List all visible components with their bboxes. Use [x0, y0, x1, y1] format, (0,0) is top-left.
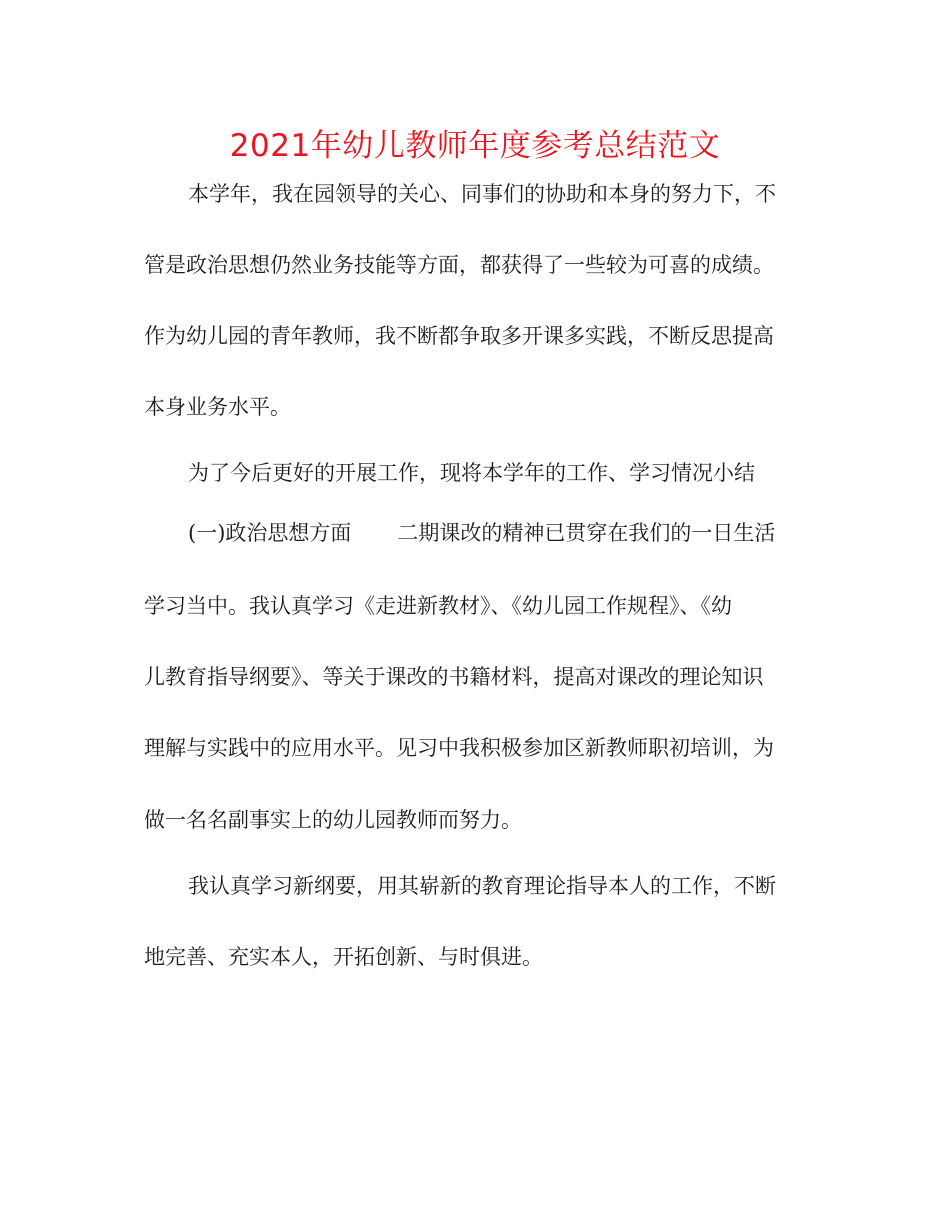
document-title: 2021年幼儿教师年度参考总结范文: [229, 128, 721, 164]
paragraph-line: 做一名名副事实上的幼儿园教师而努力。: [144, 808, 522, 832]
paragraph-line: 本身业务水平。: [144, 395, 291, 419]
paragraph-line: 本学年，我在园领导的关心、同事们的协助和本身的努力下，不: [188, 182, 776, 206]
paragraph-line: 儿教育指导纲要》、等关于课改的书籍材料，提高对课改的理论知识: [144, 665, 764, 689]
section-heading-line: [188, 518, 775, 548]
paragraph-line: 作为幼儿园的青年教师，我不断都争取多开课多实践，不断反思提高: [144, 324, 774, 348]
paragraph-line: 地完善、充实本人，开拓创新、与时俱进。: [144, 945, 543, 969]
paragraph-text: 二期课改的精神已贯穿在我们的一日生活: [397, 521, 776, 545]
paragraph-line: 为了今后更好的开展工作，现将本学年的工作、学习情况小结: [188, 461, 755, 485]
paragraph-line: 我认真学习新纲要，用其崭新的教育理论指导本人的工作，不断: [188, 874, 776, 898]
paragraph-line: 管是政治思想仍然业务技能等方面，都获得了一些较为可喜的成绩。: [144, 253, 774, 277]
paragraph-line: 学习当中。我认真学习《走进新教材》、《幼儿园工作规程》、《幼: [144, 594, 732, 618]
paragraph-line: 理解与实践中的应用水平。见习中我积极参加区新教师职初培训，为: [144, 736, 774, 760]
section-heading: (一)政治思想方面: [188, 521, 352, 545]
